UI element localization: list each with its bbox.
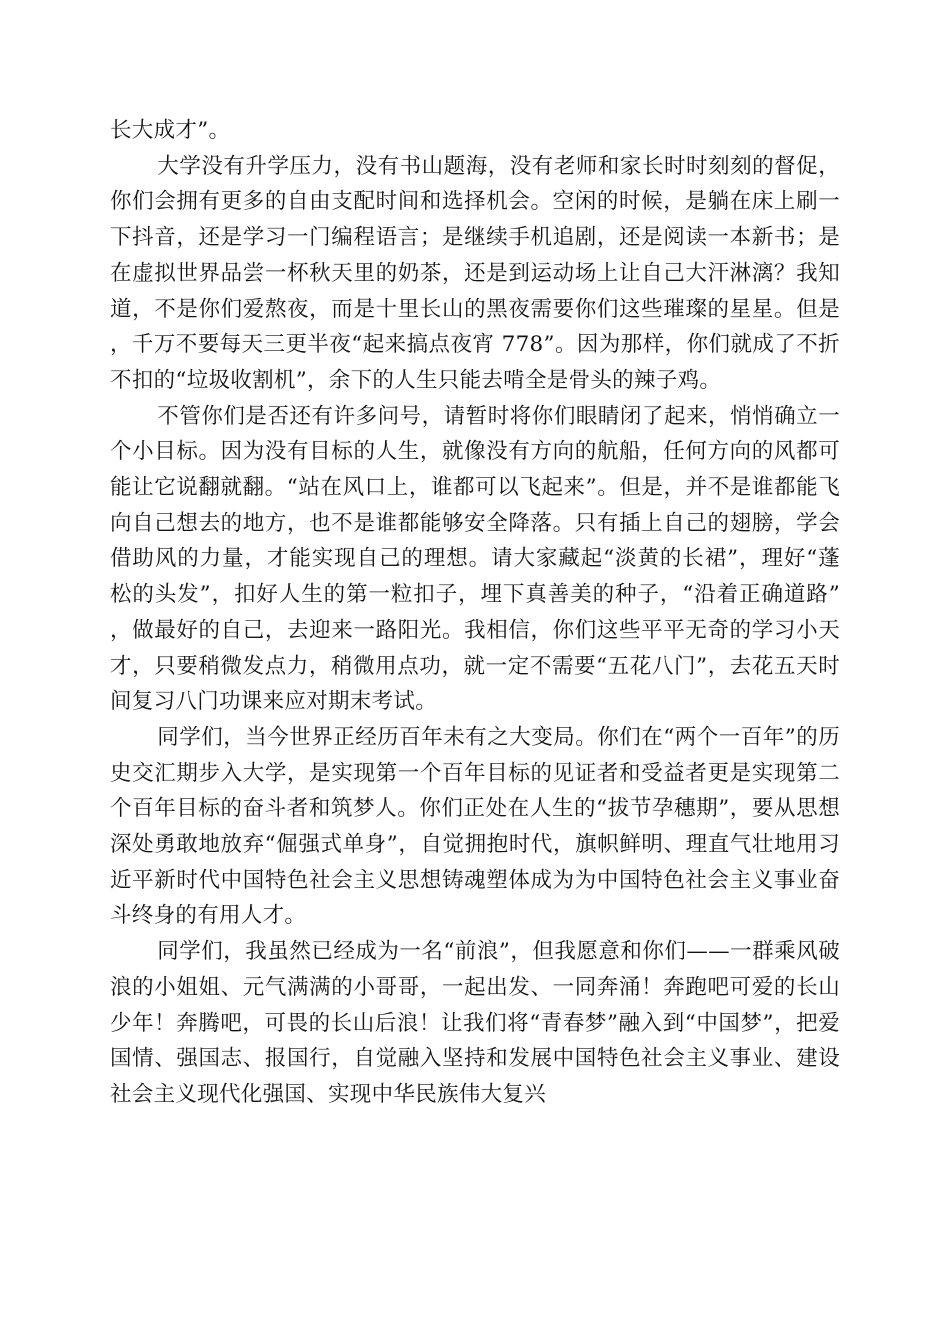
paragraph-closing-quote: 长大成才”。 xyxy=(110,118,231,143)
paragraph-set-goals: 不管你们是否还有许多问号，请暂时将你们眼睛闭了起来，悄悄确立一个小目标。因为没有目标的人生，就像没有方向的航船，任何方向的风都可能让它说翻就翻。“站在风口上，谁都可以飞起来”。但是，并不是谁都能飞向自己想去的地方，也不是谁都能够安全降落。只有插上自己的翅膀，学会借助风的力量，才能实现自己的理想。请大家藏起“淡黄的长裙”，理好“蓬松的头发”，扣好人生的第一粒扣子，埋下真善美的种子，“沿着正确道路”，做最好的自己，去迎来一路阳光。我相信，你们这些平平无奇的学习小天才，只要稍微发点力，稍微用点功，就一定不需要“五花八门”，去花五天时间复习八门功课来应对期末考试。 xyxy=(110,403,840,715)
document-page xyxy=(110,113,840,1113)
paragraph-era-mission: 同学们，当今世界正经历百年未有之大变局。你们在“两个一百年”的历史交汇期步入大学，是实现第一个百年目标的见证者和受益者更是实现第二个百年目标的奋斗者和筑梦人。你们正处在人生的“拔节孕穗期”，要从思想深处勇敢地放弃“倔强式单身”，自觉拥抱时代，旗帜鲜明、理直气壮地用习近平新时代中国特色社会主义思想铸魂塑体成为为中国特色社会主义事业奋斗终身的有用人才。 xyxy=(110,724,840,929)
paragraph-university-freedom: 大学没有升学压力，没有书山题海，没有老师和家长时时刻刻的督促，你们会拥有更多的自由支配时间和选择机会。空闲的时候，是躺在床上刷一下抖音，还是学习一门编程语言；是继续手机追剧，还是阅读一本新书；是在虚拟世界品尝一杯秋天里的奶茶，还是到运动场上让自己大汗淋漓？我知道，不是你们爱熬夜，而是十里长山的黑夜需要你们这些璀璨的星星。但是，千万不要每天三更半夜“起来搞点夜宵 778”。因为那样，你们就成了不折不扣的“垃圾收割机”，余下的人生只能去啃全是骨头的辣子鸡。 xyxy=(110,153,840,393)
paragraph-run-together: 同学们，我虽然已经成为一名“前浪”，但我愿意和你们——一群乘风破浪的小姐姐、元气满满的小哥哥，一起出发、一同奔涌！奔跑吧可爱的长山少年！奔腾吧，可畏的长山后浪！让我们将“青春梦”融入到“中国梦”，把爱国情、强国志、报国行，自觉融入坚持和发展中国特色社会主义事业、建设社会主义现代化强国、实现中华民族伟大复兴 xyxy=(110,939,840,1107)
